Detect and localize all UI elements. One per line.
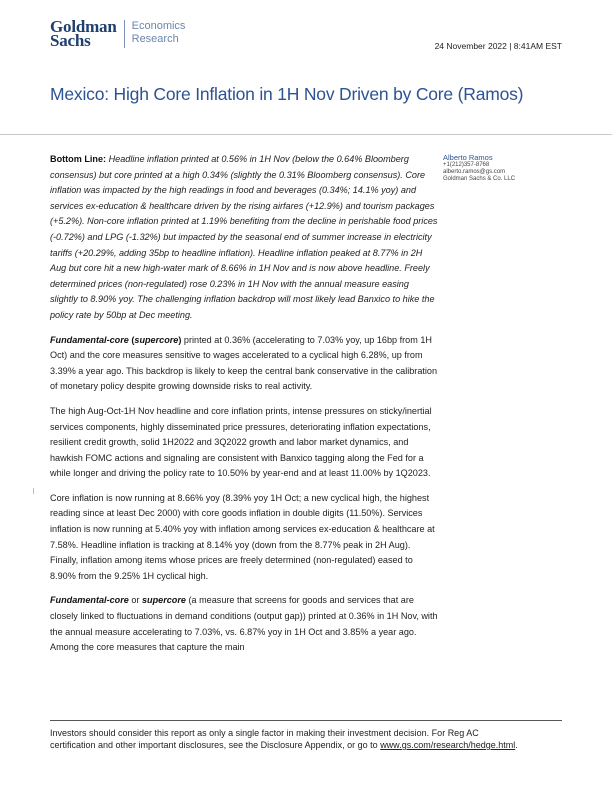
paragraph-supercore [50, 333, 438, 395]
supercore-label-b: ( [128, 334, 135, 345]
fundamental-core-label-a: Fundamental-core [50, 595, 129, 606]
author-name[interactable]: Alberto Ramos [443, 153, 493, 162]
author-phone: +1(212)357-8768 [443, 162, 490, 168]
author-company: Goldman Sachs & Co. LLC [443, 176, 516, 182]
paragraph-policy-outlook: The high Aug-Oct-1H Nov headline and core inflation prints, intense pressures on sticky/inertial services components, highly disseminated price pressures, deteriorating inflation expectations, resilient credit growth, solid 1H2022 and 3Q2022 growth and labor market dynamics, and hawkish FOMC actions and signaling are consistent with Banxico tagging along the Fed for a while longer and driving the policy rate to 10.50% by year-end and at least 11.00% by 1Q2023. [50, 405, 432, 479]
disclosure-link[interactable]: www.gs.com/research/hedge.html [380, 740, 516, 750]
paragraph-core-inflation: Core inflation is now running at 8.66% yoy (8.39% yoy 1H Oct; a new cyclical high, the highest reading since at least Dec 2000) with core goods inflation in double digits (11.50%). Services inflation is now running at 5.40% yoy with inflation among services ex-education & healthcare at 7.58%. Headline inflation is tracking at 8.14% yoy (down from the 8.77% peak in 2H Aug). Finally, inflation among items whose prices are freely determined (non-regulated) eased to 8.90% from the 9.25% 1H cyclical high. [50, 492, 435, 581]
paragraph-fundamental-core [50, 593, 438, 655]
division-line-2: Research [131, 33, 179, 45]
publication-date: 24 November 2022 | 8:41AM EST [434, 41, 562, 51]
division-line-1: Economics [131, 20, 186, 32]
author-block [443, 153, 515, 183]
division-name [132, 20, 186, 46]
report-body [50, 152, 438, 665]
bottom-line-label: Bottom Line: [50, 154, 107, 164]
goldman-sachs-logo [50, 17, 186, 50]
header-divider [0, 134, 612, 135]
disclosure-text: Investors should consider this report as only a single factor in making their investment decision. For Reg AC certification and other important disclosures, see the Disclosure Appendix, or go to [50, 728, 479, 750]
disclosure-footer [50, 727, 520, 751]
disclosure-end: . [515, 740, 518, 750]
footer-divider [50, 720, 562, 721]
logo-wordmark [50, 17, 117, 50]
margin-mark [33, 488, 34, 494]
supercore-label-d: ) [178, 334, 182, 345]
logo-divider [124, 20, 125, 48]
supercore-label-c: supercore [134, 334, 179, 345]
paragraph-bottom-line [50, 152, 438, 324]
fundamental-core-label-c: supercore [141, 595, 186, 606]
fundamental-core-label-b: or [128, 595, 142, 606]
logo-line-2: Sachs [50, 31, 91, 50]
logo-line-1: Goldman [50, 17, 117, 36]
bottom-line-text: Headline inflation printed at 0.56% in 1H Nov (below the 0.64% Bloomberg consensus) but core printed at a high 0.34% (slightly the 0.31% Bloomberg consensus). Core inflation was impacted by the high readings in food and beverages (0.34%; 14.1% yoy) and services ex-education & healthcare driven by the rising airfares (+12.9%) and tourism packages (+5.2%). Non-core inflation printed at 1.19% benefiting from the decline in perishable food prices (-0.72%) and LPG (-1.32%) but impacted by the seasonal end of summer increase in electricity tariffs (+20.29%, adding 35bp to headline inflation). Headline inflation peaked at 8.77% in 2H Aug but core hit a new high-water mark of 8.66% in 1H Nov and is now above headline. Freely determined prices (non-regulated) rose 0.23% in 1H Nov with the annual measure easing slightly to 8.90% yoy. The challenging inflation backdrop will most likely lead Banxico to hike the policy rate by 50bp at Dec meeting. [50, 154, 438, 320]
author-email[interactable]: alberto.ramos@gs.com [443, 169, 506, 175]
supercore-label-a: Fundamental-core [50, 334, 129, 345]
supercore-text: printed at 0.36% (accelerating to 7.03% yoy, up 16bp from 1H Oct) and the core measures sensitive to wages accelerated to a cyclical high 6.28%, up from 3.39% a year ago. This backdrop is likely to keep the central bank conservative in the calibration of monetary policy despite growing downside risks to real activity. [50, 334, 438, 392]
fundamental-core-text: (a measure that screens for goods and services that are closely linked to fluctuations in demand conditions (output gap)) printed at 0.36% in 1H Nov, with the annual measure accelerating to 7.03%, vs. 6.87% yoy in 1H Oct and 3.85% a year ago. Among the core measures that capture the main [50, 595, 438, 653]
report-title: Mexico: High Core Inflation in 1H Nov Driven by Core (Ramos) [50, 84, 524, 104]
